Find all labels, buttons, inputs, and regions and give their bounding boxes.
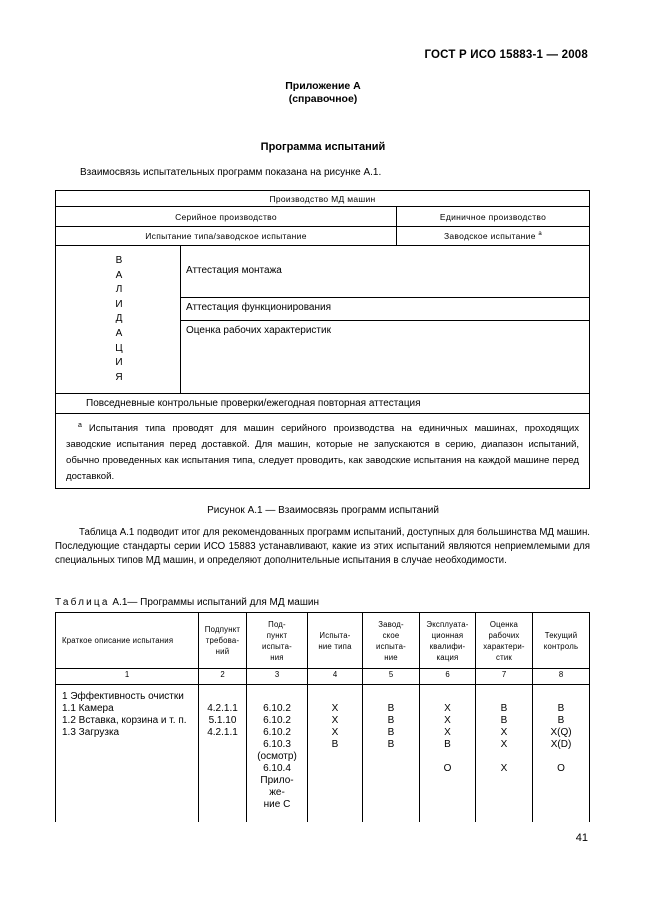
test-subclause-column: [247, 703, 307, 811]
table-cell: В: [444, 739, 451, 750]
header-line: рабочих: [488, 630, 520, 640]
header-line: Краткое описание испытания: [62, 636, 174, 645]
table-cell: 6.10.3: [263, 739, 291, 750]
figure-footnote: [66, 418, 579, 485]
table-cell: [533, 751, 589, 763]
column-number: 7: [501, 670, 507, 679]
table-cell: Х: [444, 727, 451, 738]
table-cell: 4.2.1.1: [207, 727, 238, 738]
table-caption-label: Таблица: [55, 597, 110, 608]
table-cell: О: [557, 763, 565, 774]
table-cell: Х(D): [550, 739, 572, 750]
header-line: Эксплуата-: [426, 619, 469, 629]
header-line: Под-: [268, 619, 286, 629]
footnote-text: Испытания типа проводят для машин серийного производства на единичных машинах, проходящих заводские испытания перед доставкой. Для машин, которые не запускаются в серию, диапазон испытаний, обычно проведенных как испытания типа, следует проводить, как заводские испытания на каждой машине перед доставкой.: [66, 423, 579, 483]
table-cell: 5.1.10: [208, 715, 237, 726]
header-line: ское: [382, 630, 400, 640]
table-caption-text: А.1— Программы испытаний для МД машин: [112, 597, 319, 608]
header-line: стик: [495, 652, 513, 662]
table-cell: Х: [500, 727, 508, 738]
table-cell: Х: [500, 739, 508, 750]
table-cell: В: [331, 739, 339, 750]
figure-rule: [56, 245, 589, 246]
header-line: ционная: [431, 630, 464, 640]
validation-letter: И: [115, 357, 123, 369]
table-cell: В: [387, 715, 395, 726]
validation-letter: А: [115, 327, 123, 339]
test-description: 1.2 Вставка, корзина и т. п.: [62, 715, 187, 726]
table-cell: В: [387, 739, 395, 750]
header-line: испыта-: [262, 641, 292, 651]
routine-checks: Повседневные контрольные проверки/ежегодная повторная аттестация: [86, 398, 421, 409]
table-cell: В: [387, 703, 395, 714]
validation-vertical-label: [114, 254, 124, 385]
validation-letter: Я: [115, 371, 123, 383]
annex-subtitle: (справочное): [288, 93, 358, 105]
figure-type-test: Испытание типа/заводское испытание: [145, 231, 307, 241]
figure-a1: [55, 190, 590, 489]
validation-letter: А: [115, 269, 123, 281]
test-description-column: [62, 691, 198, 739]
table-header: [533, 613, 589, 668]
table-cell: Х: [444, 715, 451, 726]
table-cell: 4.2.1.1: [207, 703, 238, 714]
header-line: Завод-: [378, 619, 404, 629]
header-line: квалифи-: [429, 641, 466, 651]
figure-rule: [56, 226, 589, 227]
table-header: [56, 613, 198, 668]
table-caption: [55, 597, 319, 608]
table-a1: [55, 612, 590, 822]
header-line: характери-: [483, 641, 525, 651]
section-title: Программа испытаний: [260, 141, 386, 153]
footnote-mark: а: [538, 231, 543, 238]
header-line: Текущий: [544, 630, 578, 640]
figure-factory-test: [397, 231, 589, 241]
figure-rule: [181, 320, 589, 321]
table-cell: Х: [444, 703, 451, 714]
column-number: 6: [445, 670, 450, 679]
header-line: ние типа: [318, 641, 352, 651]
table-cell: [420, 751, 475, 763]
column-number: 2: [220, 670, 225, 679]
validation-letter: Л: [115, 284, 123, 296]
routine-control-column: [533, 703, 589, 775]
annex-heading: [0, 80, 646, 106]
validation-letter: Ц: [115, 342, 123, 354]
table-cell: Прило-: [260, 775, 294, 786]
table-cell: О: [443, 763, 452, 774]
table-cell: В: [557, 703, 565, 714]
column-number: 1: [124, 670, 130, 679]
table-cell: (осмотр): [257, 751, 297, 762]
header-line: Оценка: [489, 619, 519, 629]
footnote-mark: а: [78, 422, 82, 429]
table-cell: 6.10.2: [263, 727, 291, 738]
table-cell: 6.10.2: [263, 703, 291, 714]
table-cell: В: [557, 715, 565, 726]
intro-text: Взаимосвязь испытательных программ показана на рисунке А.1.: [80, 167, 382, 178]
header-line: ний: [215, 647, 230, 656]
table-header: [308, 613, 362, 668]
annex-title: Приложение А: [285, 80, 361, 92]
column-number: 8: [558, 670, 564, 679]
table-cell: В: [500, 715, 508, 726]
table-cell: Х: [500, 763, 508, 774]
table-header: [199, 613, 246, 668]
type-test-column: [308, 703, 362, 751]
table-header: [420, 613, 475, 668]
table-cell: Х: [331, 703, 339, 714]
table-header: [476, 613, 532, 668]
header-line: Испыта-: [319, 630, 351, 640]
figure-production: Производство МД машин: [269, 194, 376, 204]
installation-qualification: Аттестация монтажа: [186, 265, 282, 276]
figure-caption: Рисунок А.1 — Взаимосвязь программ испытаний: [207, 505, 439, 516]
operational-qualification: Аттестация функционирования: [186, 302, 331, 313]
table-cell: [476, 751, 532, 763]
header-line: контроль: [543, 641, 579, 651]
validation-letter: В: [115, 255, 123, 266]
table-cell: Х: [331, 727, 339, 738]
figure-rule: [181, 297, 589, 298]
table-cell: В: [387, 727, 395, 738]
figure-serial: Серийное производство: [175, 212, 277, 222]
table-cell: Х(Q): [550, 727, 572, 738]
test-description: 1.3 Загрузка: [62, 727, 120, 738]
table-cell: ние С: [263, 799, 291, 810]
validation-letter: Д: [115, 313, 123, 325]
table-header: [363, 613, 419, 668]
table-row-line: [56, 668, 589, 669]
figure-factory-test-label: Заводское испытание: [443, 231, 536, 241]
table-cell: 6.10.4: [263, 763, 291, 774]
table-row-line: [56, 684, 589, 685]
figure-rule: [56, 393, 589, 394]
figure-rule: [56, 413, 589, 414]
header-line: Подпункт: [204, 625, 241, 634]
table-cell: В: [500, 703, 508, 714]
test-description: 1.1 Камера: [62, 703, 114, 714]
header-line: требова-: [205, 636, 240, 645]
column-number: 3: [274, 670, 280, 679]
factory-test-column: [363, 703, 419, 751]
column-number: 5: [388, 670, 394, 679]
header-line: кация: [436, 652, 459, 662]
header-line: испыта-: [376, 641, 406, 651]
body-paragraph: Таблица А.1 подводит итог для рекомендованных программ испытаний, доступных для большинства МД машин. Последующие стандарты серии ИСО 15883 устанавливают, какие из этих испытаний являются неприемлемыми для специальных типов МД машин, и определяют дополнительные испытания в случае необходимости.: [55, 527, 590, 566]
table-cell: 6.10.2: [263, 715, 291, 726]
header-line: ние: [384, 652, 398, 662]
validation-letter: И: [115, 298, 123, 310]
figure-single: Единичное производство: [439, 212, 547, 222]
standard-header: ГОСТ Р ИСО 15883-1 — 2008: [424, 49, 588, 61]
operational-qualification-column: [420, 703, 475, 775]
header-line: пункт: [266, 630, 288, 640]
column-number: 4: [332, 670, 338, 679]
figure-divider: [180, 245, 181, 393]
table-header: [247, 613, 307, 668]
table-cell: Х: [331, 715, 339, 726]
test-description: 1 Эффективность очистки: [62, 691, 184, 702]
requirement-subclause-column: [199, 703, 246, 739]
table-cell: же-: [269, 787, 285, 798]
header-line: ния: [270, 652, 284, 662]
page-number: 41: [575, 832, 588, 844]
figure-rule: [56, 206, 589, 207]
performance-column: [476, 703, 532, 775]
performance-qualification: Оценка рабочих характеристик: [186, 325, 331, 336]
